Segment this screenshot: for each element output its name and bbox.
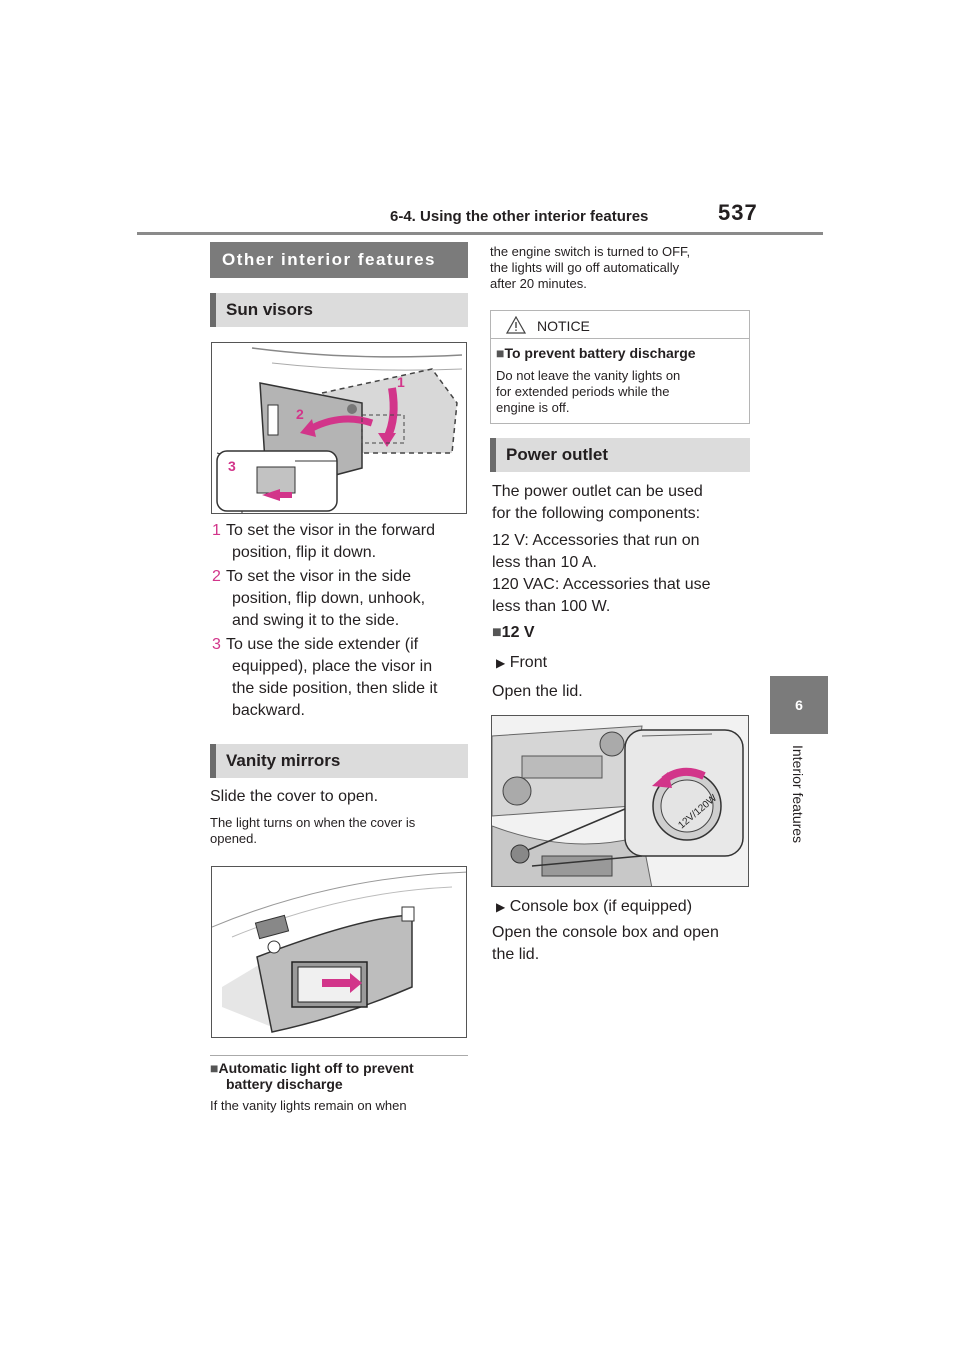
item-front [496, 652, 547, 674]
sun-visors-heading [210, 293, 468, 327]
auto-light-heading-line-2: battery discharge [226, 1076, 343, 1092]
vanity-mirror-illustration [212, 867, 467, 1038]
step-3-line-2: equipped), place the visor in [232, 658, 433, 675]
notice-text [496, 368, 746, 416]
power-outlet-figure [491, 715, 749, 887]
step-2-line-3: and swing it to the side. [232, 612, 400, 629]
spec-line-3: 120 VAC: Accessories that use [492, 576, 711, 593]
vanity-note-line-1: The light turns on when the cover is [210, 815, 416, 830]
step-2 [212, 566, 472, 632]
step-3-number: 3 [212, 636, 221, 653]
continued-line-3: after 20 minutes. [490, 276, 587, 291]
page-number: 537 [718, 200, 758, 225]
power-outlet-heading [490, 438, 750, 472]
notice-marker: ■ [496, 345, 505, 361]
spec-line-1: 12 V: Accessories that run on [492, 532, 700, 549]
figure-label-3: 3 [228, 458, 236, 474]
notice-line-3: engine is off. [496, 400, 570, 415]
chapter-number: 6 [795, 697, 803, 713]
outlet-rating-label: 12V/120W [676, 792, 720, 832]
step-1 [212, 520, 472, 564]
notice-heading-text: To prevent battery discharge [504, 345, 696, 361]
sun-visors-heading-text: Sun visors [226, 300, 313, 319]
header-rule [137, 232, 823, 235]
intro-line-2: for the following components: [492, 505, 701, 522]
console-instruction [492, 922, 762, 966]
step-1-line-1: To set the visor in the forward [226, 522, 435, 539]
power-outlet-specs [492, 530, 762, 618]
step-2-line-2: position, flip down, unhook, [232, 590, 426, 607]
figure-label-2: 2 [296, 406, 304, 422]
warning-icon [506, 316, 526, 334]
spec-line-2: less than 10 A. [492, 554, 597, 571]
console-line-2: the lid. [492, 946, 540, 963]
item-front-text: Front [509, 654, 548, 671]
section-banner: Other interior features [210, 242, 468, 278]
step-3-line-1: To use the side extender (if [226, 636, 419, 653]
sun-visor-figure [211, 342, 467, 514]
intro-line-1: The power outlet can be used [492, 483, 703, 500]
power-outlet-heading-text: Power outlet [506, 445, 609, 464]
auto-light-text: If the vanity lights remain on when [210, 1098, 407, 1113]
item-console-text: Console box (if equipped) [509, 898, 693, 915]
sub-heading-text: 12 V [501, 624, 535, 641]
console-line-1: Open the console box and open [492, 924, 719, 941]
step-3-line-3: the side position, then slide it [232, 680, 438, 697]
notice-heading [496, 345, 696, 361]
notice-line-2: for extended periods while the [496, 384, 670, 399]
front-instruction: Open the lid. [492, 683, 583, 700]
sub-heading-marker: ■ [492, 624, 502, 641]
vanity-mirrors-heading [210, 744, 468, 778]
vanity-note [210, 815, 470, 847]
auto-light-heading [210, 1060, 470, 1092]
sub-heading-12v [492, 624, 535, 642]
item-console [496, 896, 692, 918]
figure-label-1: 1 [397, 374, 405, 390]
vanity-instruction: Slide the cover to open. [210, 788, 379, 805]
power-outlet-intro [492, 481, 762, 525]
step-2-line-1: To set the visor in the side [226, 568, 411, 585]
vanity-mirror-figure [211, 866, 467, 1038]
auto-light-marker: ■ [210, 1060, 219, 1076]
step-3 [212, 634, 472, 722]
spec-line-4: less than 100 W. [492, 598, 611, 615]
continued-text [490, 244, 760, 292]
chapter-tab[interactable] [770, 676, 828, 734]
left-divider [210, 1055, 468, 1056]
step-1-line-2: position, flip it down. [232, 544, 377, 561]
sun-visor-illustration [212, 343, 467, 514]
triangle-bullet-icon: ▶ [496, 656, 506, 670]
vanity-mirrors-heading-text: Vanity mirrors [226, 751, 341, 770]
auto-light-heading-line-1: Automatic light off to prevent [218, 1060, 414, 1076]
step-1-number: 1 [212, 522, 221, 539]
triangle-bullet-icon-2: ▶ [496, 900, 506, 914]
header-section-title: 6-4. Using the other interior features [390, 208, 649, 225]
continued-line-2: the lights will go off automatically [490, 260, 680, 275]
power-outlet-illustration [492, 716, 749, 887]
notice-line-1: Do not leave the vanity lights on [496, 368, 681, 383]
chapter-title: Interior features [790, 745, 806, 844]
step-3-line-4: backward. [232, 702, 305, 719]
continued-line-1: the engine switch is turned to OFF, [490, 244, 691, 259]
notice-rule [490, 338, 750, 339]
step-2-number: 2 [212, 568, 221, 585]
vanity-note-line-2: opened. [210, 831, 257, 846]
notice-title: NOTICE [537, 318, 590, 334]
